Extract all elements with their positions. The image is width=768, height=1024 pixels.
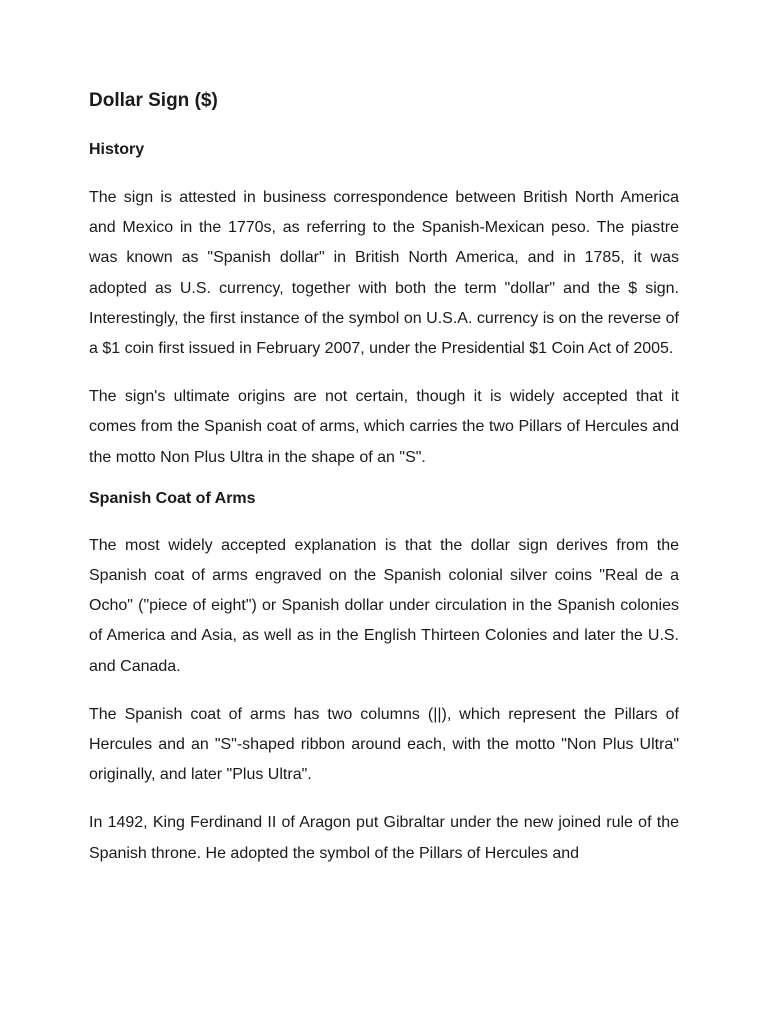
section-heading-spanish-coat-of-arms: Spanish Coat of Arms xyxy=(89,489,256,507)
paragraph: The sign's ultimate origins are not certain, though it is widely accepted that it comes from the Spanish coat of arms, which carries the two Pillars of Hercules and the motto Non Plus Ultra in the shape of an "S". xyxy=(89,388,679,466)
paragraph: In 1492, King Ferdinand II of Aragon put Gibraltar under the new joined rule of the Spanish throne. He adopted the symbol of the Pillars of Hercules and xyxy=(89,814,679,862)
document-title: Dollar Sign ($) xyxy=(89,90,218,111)
paragraph: The sign is attested in business correspondence between British North America and Mexico in the 1770s, as referring to the Spanish-Mexican peso. The piastre was known as "Spanish dollar" in British North America, and in 1785, it was adopted as U.S. currency, together with both the term "dollar" and the $ sign. Interestingly, the first instance of the symbol on U.S.A. currency is on the reverse of a $1 coin first issued in February 2007, under the Presidential $1 Coin Act of 2005. xyxy=(89,189,679,358)
paragraph: The most widely accepted explanation is that the dollar sign derives from the Spanish coat of arms engraved on the Spanish colonial silver coins "Real de a Ocho" ("piece of eight") or Spanish dollar under circulation in the Spanish colonies of America and Asia, as well as in the English Thirteen Colonies and later the U.S. and Canada. xyxy=(89,536,679,675)
document-page xyxy=(89,86,679,869)
paragraph: The Spanish coat of arms has two columns (||), which represent the Pillars of Hercules and an "S"-shaped ribbon around each, with the motto "Non Plus Ultra" originally, and later "Plus Ultra". xyxy=(89,705,679,784)
section-heading-history: History xyxy=(89,141,145,158)
